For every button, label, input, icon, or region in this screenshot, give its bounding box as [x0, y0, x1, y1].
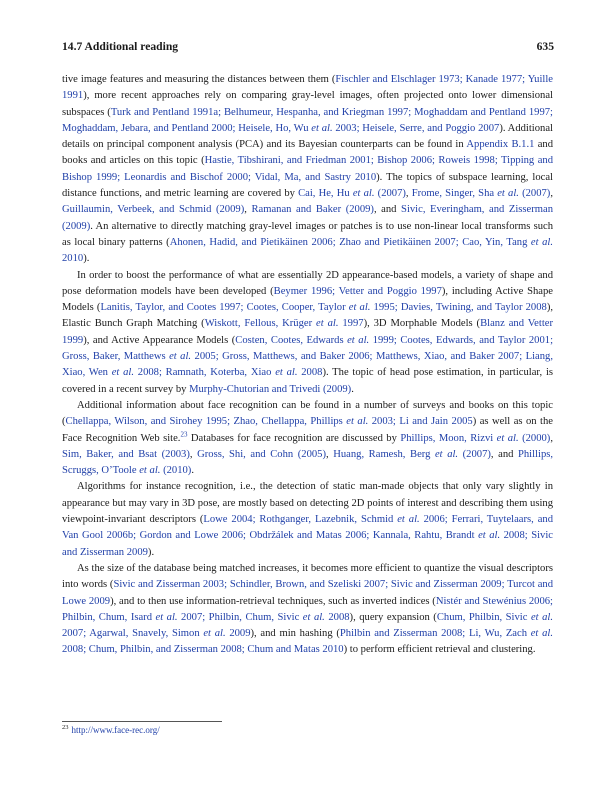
citation-link[interactable]: Ramanan and Baker (2009)	[251, 204, 374, 216]
text-run: ). The topic of head pose estimation, in particular, is covered in a recent survey by	[62, 367, 554, 395]
citation-link[interactable]: et al.	[434, 448, 459, 460]
citation-link[interactable]: et al.	[497, 188, 519, 200]
text-run: ), Elastic Bunch Graph Matching (	[62, 302, 553, 330]
citation-link[interactable]: Phillips, Moon, Rizvi	[400, 432, 497, 444]
citation-link[interactable]: (2000)	[518, 432, 551, 444]
citation-link[interactable]: Wiskott, Fellous, Krüger	[204, 318, 317, 330]
citation-link[interactable]: Phillips, Scruggs, O’Toole	[62, 448, 554, 477]
citation-link[interactable]: 2010	[62, 253, 84, 265]
citation-link[interactable]: (2010)	[160, 465, 192, 477]
citation-link[interactable]: 2008; Chum, Philbin, and Zisserman 2008; Chum and Matas 2010	[62, 644, 344, 656]
citation-link[interactable]: 2007; Agarwal, Snavely, Simon	[62, 628, 204, 640]
citation-link[interactable]: et al.	[275, 367, 298, 379]
text-run: ) to perform efficient retrieval and clustering.	[343, 644, 536, 656]
citation-link[interactable]: Appendix B.1.1	[466, 139, 535, 151]
citation-link[interactable]: 2006; Ferrari, Tuytelaars, and Van Gool 2006b; Gordon and Lowe 2006; Obdržálek and Matas 2006; Kannala, Rahtu, Brandt	[62, 514, 553, 542]
text-run: ), and min hashing (	[250, 628, 340, 640]
citation-link[interactable]: 2008; Sivic and Zisserman 2009	[62, 530, 553, 558]
citation-link[interactable]: Lowe 2004; Rothganger, Lazebnik, Schmid	[203, 514, 398, 526]
text-run: Algorithms for instance recognition, i.e., the detection of static man-made objects that only vary slightly in appearance but may vary in 3D pose, are mostly based on detecting 2D points of interest and describing them using viewpoint-invariant descriptors (	[62, 481, 553, 526]
citation-link[interactable]: Guillaumin, Verbeek, and Schmid (2009)	[62, 204, 245, 216]
citation-link[interactable]: Blanz and Vetter 1999	[62, 318, 554, 346]
citation-link[interactable]: et al.	[352, 188, 375, 200]
citation-link[interactable]: et al.	[530, 628, 553, 640]
citation-link[interactable]: 2008; Ramnath, Koterba, Xiao	[134, 367, 276, 379]
text-run: ,	[244, 204, 252, 216]
footnote-link[interactable]: http://www.face-rec.org/	[71, 725, 160, 735]
text-run: ). Additional details on principal component analysis (PCA) and its Bayesian counterparts can be found in	[62, 122, 553, 151]
citation-link[interactable]: Chum, Philbin, Sivic	[436, 611, 531, 623]
citation-link[interactable]: 2008	[297, 367, 323, 379]
citation-link[interactable]: 2007; Philbin, Chum, Sivic	[177, 611, 303, 623]
text-run: ).	[83, 253, 90, 265]
text-run: ), 3D Morphable Models (	[363, 318, 481, 330]
paragraph-5	[62, 561, 553, 659]
text-run: ,	[550, 432, 553, 444]
citation-link[interactable]: 2008	[324, 611, 350, 623]
citation-link[interactable]: Philbin and Zisserman 2008; Li, Wu, Zach	[339, 628, 531, 640]
text-run: Databases for face recognition are discussed by	[187, 432, 401, 444]
citation-link[interactable]: et al.	[346, 416, 369, 428]
citation-link[interactable]: (2007)	[518, 188, 551, 200]
citation-link[interactable]: Hastie, Tibshirani, and Friedman 2001; Bishop 2006; Roweis 1998; Tipping and Bishop 1999; Leonardis and Bischof 2000; Vidal, Ma, and Sastry 2010	[62, 155, 553, 183]
citation-link[interactable]: Ahonen, Hadid, and Pietikäinen 2006; Zhao and Pietikäinen 2007; Cao, Yin, Tang	[169, 236, 531, 248]
citation-link[interactable]: et al.	[302, 611, 325, 623]
paragraph-2	[62, 268, 553, 398]
text-run: tive image features and measuring the distances between them (	[62, 74, 336, 85]
text-run: ). The topics of subspace learning, local distance functions, and metric learning are covered by	[62, 171, 553, 200]
footnote-number: 23	[62, 724, 69, 731]
text-run: In order to boost the performance of what are essentially 2D appearance-based models, a variety of shape and pose deformation models have been developed (	[62, 269, 553, 297]
text-run: ,	[550, 188, 553, 200]
citation-link[interactable]: et al.	[155, 611, 178, 623]
citation-link[interactable]: Cai, He, Hu	[298, 188, 353, 200]
footnote-marker[interactable]: 23	[180, 430, 188, 438]
citation-link[interactable]: Fischler and Elschlager 1973; Kanade 1977; Yuille 1991	[62, 74, 553, 102]
paragraph-3	[62, 398, 553, 479]
citation-link[interactable]: Sivic and Zisserman 2003; Schindler, Brown, and Szeliski 2007; Sivic and Zisserman 2009; Turcot and Lowe 2009	[62, 579, 554, 607]
footnote-divider	[62, 721, 222, 722]
citation-link[interactable]: et al.	[316, 318, 339, 330]
body-text	[62, 72, 553, 659]
citation-link[interactable]: (2007)	[458, 448, 491, 460]
text-run: , and	[490, 448, 518, 460]
citation-link[interactable]: et al.	[530, 236, 553, 248]
footnote	[62, 724, 160, 735]
text-run: ,	[326, 448, 334, 460]
citation-link[interactable]: et al.	[111, 367, 135, 379]
citation-link[interactable]: Chellappa, Wilson, and Sirohey 1995; Zhao, Chellappa, Phillips	[65, 416, 347, 428]
section-title: 14.7 Additional reading	[62, 40, 179, 53]
citation-link[interactable]: et al.	[496, 432, 519, 444]
text-run: As the size of the database being matched increases, it becomes more efficient to quantize the visual descriptors into words (	[62, 562, 553, 591]
citation-link[interactable]: Gross, Shi, and Cohn (2005)	[197, 448, 326, 460]
citation-link[interactable]: et al.	[169, 351, 192, 363]
text-run: ), including Active Shape Models (	[62, 285, 553, 314]
citation-link[interactable]: Costen, Cootes, Edwards	[235, 334, 348, 346]
text-run: ), query expansion (	[349, 611, 437, 623]
citation-link[interactable]: 2003; Heisele, Serre, and Poggio 2007	[332, 122, 500, 134]
citation-link[interactable]: et al.	[478, 530, 501, 542]
text-run: . An alternative to directly matching gray-level images or patches is to use non-linear local transforms such as local binary patterns (	[62, 220, 553, 248]
citation-link[interactable]: et al.	[348, 302, 371, 314]
paragraph-4	[62, 479, 553, 560]
citation-link[interactable]: Frome, Singer, Sha	[411, 188, 498, 200]
paragraph-1	[62, 72, 553, 268]
citation-link[interactable]: et al.	[311, 122, 333, 134]
citation-link[interactable]: 2005; Gross, Matthews, and Baker 2006; Matthews, Xiao, and Baker 2007; Liang, Xiao, Wen	[62, 351, 553, 379]
text-run: , and	[373, 204, 402, 216]
text-run: ), more recent approaches rely on comparing gray-level images, often projected onto lower dimensional subspaces (	[62, 90, 553, 118]
citation-link[interactable]: 1997	[338, 318, 364, 330]
citation-link[interactable]: et al.	[347, 334, 370, 346]
citation-link[interactable]: et al.	[397, 514, 420, 526]
text-run: ), and to then use information-retrieval techniques, such as inverted indices (	[110, 595, 436, 607]
citation-link[interactable]: et al.	[203, 628, 226, 640]
text-run: .	[191, 465, 194, 477]
text-run: Additional information about face recognition can be found in a number of surveys and books on this topic (	[62, 399, 553, 428]
page-number: 635	[536, 40, 554, 53]
running-header	[62, 40, 554, 53]
citation-link[interactable]: 2003; Li and Jain 2005	[368, 416, 473, 428]
text-run: ), and Active Appearance Models (	[83, 334, 236, 346]
text-run: ).	[147, 546, 155, 558]
citation-link[interactable]: 1999; Cootes, Edwards, and Taylor 2001; Gross, Baker, Matthews	[62, 334, 554, 363]
citation-link[interactable]: Sivic, Everingham, and Zisserman (2009)	[62, 204, 554, 232]
citation-link[interactable]: Nistér and Stewénius 2006; Philbin, Chum, Isard	[62, 595, 553, 623]
citation-link[interactable]: Murphy-Chutorian and Trivedi (2009)	[189, 383, 352, 395]
text-run: and books and articles on this topic (	[62, 139, 553, 167]
citation-link[interactable]: Beymer 1996; Vetter and Poggio 1997	[273, 285, 442, 297]
citation-link[interactable]: Turk and Pentland 1991a; Belhumeur, Hespanha, and Kriegman 1997; Moghaddam and Pentland 1997; Moghaddam, Jebara, and Pentland 2000; Heisele, Ho, Wu	[62, 106, 553, 134]
citation-link[interactable]: (2007)	[374, 188, 406, 200]
text-run: ,	[405, 188, 412, 200]
text-run: ,	[189, 448, 198, 460]
text-run: .	[351, 383, 354, 395]
citation-link[interactable]: et al.	[530, 611, 553, 623]
citation-link[interactable]: Sim, Baker, and Bsat (2003)	[62, 448, 190, 460]
citation-link[interactable]: Lanitis, Taylor, and Cootes 1997; Cootes, Cooper, Taylor	[100, 302, 349, 314]
text-run: ) as well as on the Face Recognition Web site.	[62, 416, 554, 444]
citation-link[interactable]: et al.	[139, 465, 161, 477]
citation-link[interactable]: Huang, Ramesh, Berg	[333, 448, 435, 460]
citation-link[interactable]: 2009	[225, 628, 251, 640]
citation-link[interactable]: 1995; Davies, Twining, and Taylor 2008	[370, 302, 547, 314]
